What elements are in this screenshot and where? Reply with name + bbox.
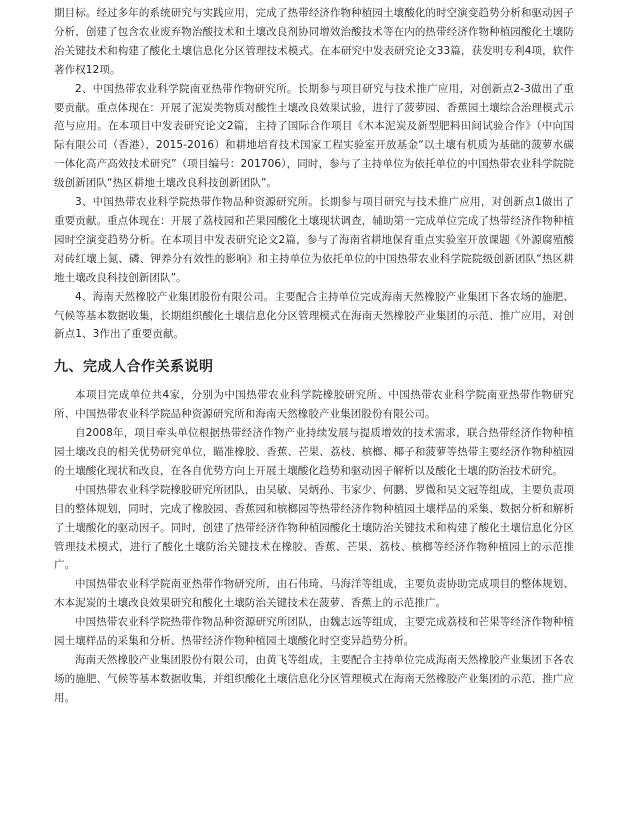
paragraph-team-germplasm: 中国热带农业科学院热带作物品种资源研究所团队，由魏志远等组成，主要完成荔枝和芒果等经济作物种植园土壤样品的采集和分析、热带经济作物种植园土壤酸化时空变异趋势分析。 [54, 616, 574, 648]
paragraph-units-overview: 本项目完成单位共4家，分别为中国热带农业科学院橡胶研究所、中国热带农业科学院南亚热带作物研究所、中国热带农业科学院品种资源研究所和海南天然橡胶产业集团股份有限公司。 [54, 389, 574, 421]
paragraph-unit-south-subtropical: 2、中国热带农业科学院南亚热带作物研究所。长期参与项目研究与技术推广应用，对创新点2-3做出了重要贡献。重点体现在：开展了泥炭类物质对酸性土壤改良效果试验，进行了菠萝园、香蕉园土壤综合治理模式示范与应用。在本项目中发表研究论文2篇，主持了国际合作项目《木本泥炭及新型肥料田间试验合作》（中向国际有限公司（香港），2015-2016）和耕地培育技术国家工程实验室开放基金“以土壤有机质为基础的菠萝水碳一体化高产高效技术研究”（项目编号：201706），同时，参与了主持单位为依托单位的中国热带农业科学院院级创新团队“热区耕地土壤改良科技创新团队”。 [54, 82, 574, 190]
paragraph-unit-germplasm: 3、中国热带农业科学院热带作物品种资源研究所。长期参与项目研究与技术推广应用，对创新点1做出了重要贡献。重点体现在：开展了荔枝园和芒果园酸化土壤现状调查，辅助第一完成单位完成了热带经济作物种植园时空演变趋势分析。在本项目中发表研究论文2篇，参与了海南省耕地保育重点实验室开放课题《外源腐殖酸对砖红壤上氮、磷、钾养分有效性的影响》和主持单位为依托单位的中国热带农业科学院院级创新团队“热区耕地土壤改良科技创新团队”。 [54, 196, 574, 284]
paragraph-team-hainan-rubber: 海南天然橡胶产业集团股份有限公司，由黄飞等组成，主要配合主持单位完成海南天然橡胶产业集团下各农场的施肥、气候等基本数据收集，并组织酸化土壤信息化分区管理模式在海南天然橡胶产业集团的示范、推广应用。 [54, 654, 574, 704]
paragraph-research-summary: 期目标。经过多年的系统研究与实践应用，完成了热带经济作物种植园土壤酸化的时空演变趋势分析和驱动因子分析，创建了包含农业废弃物治酸技术和土壤改良剂协同增效治酸技术等在内的热带经济作物种植园酸化土壤防治关键技术和构建了酸化土壤信息化分区管理技术模式。在本研究中发表研究论文33篇，获发明专利4项，软件著作权12项。 [54, 7, 574, 76]
paragraph-history: 自2008年，项目牵头单位根据热带经济作物产业持续发展与提质增效的技术需求，联合热带经济作物种植园土壤改良的相关优势研究单位，瞄准橡胶、香蕉、芒果、荔枝、槟榔、椰子和菠萝等热带主要经济作物种植园的土壤酸化现状和改良，在各自优势方向上开展土壤酸化趋势和驱动因子解析以及酸化土壤的防治技术研究。 [54, 427, 574, 477]
paragraph-unit-hainan-rubber: 4、海南天然橡胶产业集团股份有限公司。主要配合主持单位完成海南天然橡胶产业集团下各农场的施肥、气候等基本数据收集，长期组织酸化土壤信息化分区管理模式在海南天然橡胶产业集团的示范、推广应用，对创新点1、3作出了重要贡献。 [54, 290, 574, 341]
paragraph-team-rubber-institute: 中国热带农业科学院橡胶研究所团队，由吴敏、吴炳孙、韦家少、何鹏、罗微和吴文冠等组成，主要负责项目的整体规划，同时，完成了橡胶园、香蕉园和槟榔园等热带经济作物种植园土壤样品的采集、数据分析和解析了土壤酸化的驱动因子。同时，创建了热带经济作物种植园酸化土壤防治关键技术和构建了酸化土壤信息化分区管理技术模式，进行了酸化土壤防治关键技术在橡胶、香蕉、芒果、荔枝、槟榔等经济作物种植园上的示范推广。 [54, 483, 574, 572]
section-heading-cooperation: 九、完成人合作关系说明 [54, 359, 214, 376]
paragraph-team-south-subtropical: 中国热带农业科学院南亚热带作物研究所，由石伟琦、马海洋等组成，主要负责协助完成项目的整体规划、木本泥炭的土壤改良效果研究和酸化土壤防治关键技术在菠萝、香蕉上的示范推广。 [54, 578, 574, 610]
